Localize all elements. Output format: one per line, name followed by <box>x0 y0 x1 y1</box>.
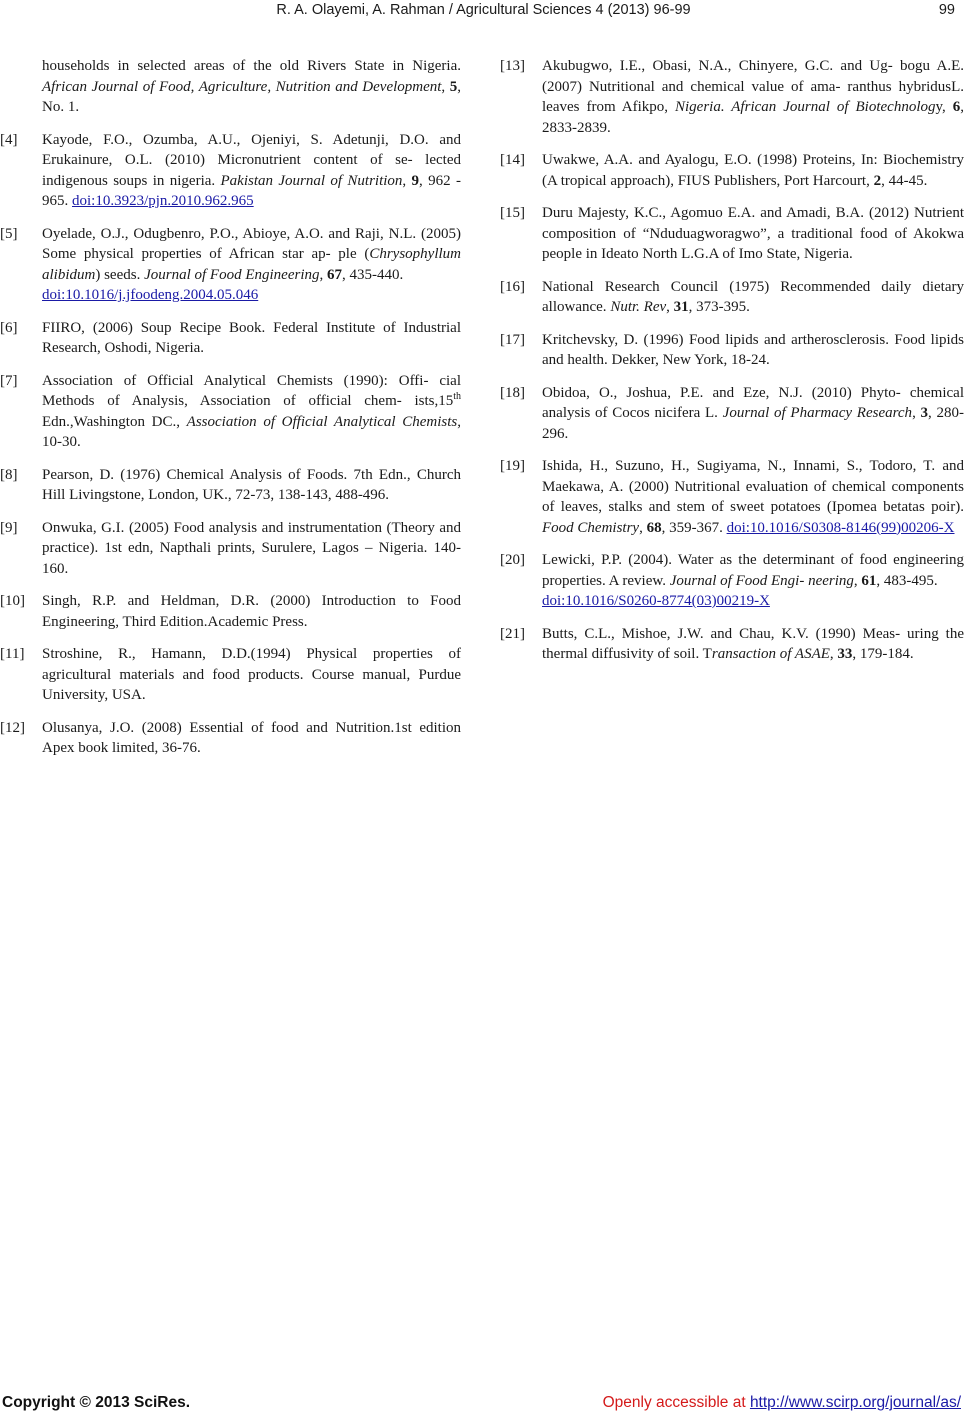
reference-number: [8] <box>0 466 18 483</box>
reference-number: [10] <box>0 593 25 609</box>
reference-11 <box>0 644 461 706</box>
reference-text: Akubugwo, I.E., Obasi, N.A., Chinyere, G.C. and Ug- bogu A.E. (2007) Nutritional and chemical value of ama- ranthus hybridusL. leaves from Afikpo, Nigeria. African Journal of Biotechnology, 6, 2833-2839. <box>542 58 964 136</box>
right-column <box>500 56 964 677</box>
reference-number: [9] <box>0 519 18 536</box>
reference-number: [6] <box>0 319 18 336</box>
doi-link[interactable]: doi:10.3923/pjn.2010.962.965 <box>72 193 254 209</box>
open-access-notice <box>603 1394 961 1412</box>
journal-url-link[interactable]: http://www.scirp.org/journal/as/ <box>749 1394 961 1411</box>
running-header <box>0 2 967 22</box>
doi-link[interactable]: doi:10.1016/j.jfoodeng.2004.05.046 <box>42 287 259 303</box>
reference-text: Ishida, H., Suzuno, H., Sugiyama, N., Innami, S., Todoro, T. and Maekawa, A. (2000) Nutritional evaluation of chemical components of leaves, stalks and stem of sweet potatoes (Ipomea betatas poir). Food Chemistry, 68, 359-367. doi:10.1016/S0308-8146(99)00206-X <box>542 458 964 536</box>
reference-text: Singh, R.P. and Heldman, D.R. (2000) Introduction to Food Engineering, Third Edition.Academic Press. <box>42 593 461 630</box>
reference-7 <box>0 371 461 453</box>
reference-text: Butts, C.L., Mishoe, J.W. and Chau, K.V. (1990) Meas- uring the thermal diffusivity of soil. Transaction of ASAE, 33, 179-184. <box>542 625 964 662</box>
reference-text: Kayode, F.O., Ozumba, A.U., Ojeniyi, S. Adetunji, D.O. and Erukainure, O.L. (2010) Micronutrient content of se- lected indigenous soups in nigeria. Pakistan Journal of Nutrition, 9, 962 - 965. doi:10.3923/pjn.2010.962.965 <box>42 132 461 210</box>
reference-text: Oyelade, O.J., Odugbenro, P.O., Abioye, A.O. and Raji, N.L. (2005) Some physical properties of African star ap- ple (Chrysophyllum alibidum) seeds. Journal of Food Engineering, 67, 435-440. <box>42 225 461 283</box>
reference-19 <box>500 456 964 538</box>
doi-link[interactable]: doi:10.1016/S0260-8774(03)00219-X <box>542 593 770 609</box>
reference-text: Association of Official Analytical Chemists (1990): Offi- cial Methods of Analysis, Association of official chem- ists,15th Edn.,Washington DC., Association of Official Analytical Chemists, 10-30. <box>42 372 461 450</box>
reference-20 <box>500 550 964 612</box>
left-column <box>0 56 461 771</box>
doi-link[interactable]: doi:10.1016/S0308-8146(99)00206-X <box>726 519 955 536</box>
reference-text: Stroshine, R., Hamann, D.D.(1994) Physical properties of agricultural materials and food products. Course manual, Purdue University, USA. <box>42 646 461 703</box>
reference-text: households in selected areas of the old Rivers State in Nigeria. African Journal of Food, Agriculture, Nutrition and Development, 5, No. 1. <box>42 58 461 115</box>
reference-5 <box>0 224 461 306</box>
reference-number: [13] <box>500 58 525 74</box>
reference-number: [7] <box>0 372 18 389</box>
reference-continuation <box>0 56 461 118</box>
open-access-label: Openly accessible at <box>602 1394 750 1411</box>
reference-number: [19] <box>500 458 525 474</box>
reference-9 <box>0 518 461 580</box>
reference-number: [20] <box>500 552 525 568</box>
reference-text: Onwuka, G.I. (2005) Food analysis and instrumentation (Theory and practice). 1st edn, Napthali prints, Surulere, Lagos – Nigeria. 140-160. <box>42 519 461 577</box>
reference-number: [21] <box>500 625 525 642</box>
reference-14 <box>500 150 964 191</box>
page-footer <box>0 1394 967 1416</box>
reference-8 <box>0 465 461 506</box>
reference-text: FIIRO, (2006) Soup Recipe Book. Federal Institute of Industrial Research, Oshodi, Nigeria. <box>42 319 461 356</box>
reference-text: National Research Council (1975) Recommended daily dietary allowance. Nutr. Rev, 31, 373-395. <box>542 278 964 315</box>
reference-4 <box>0 130 461 212</box>
copyright-notice: Copyright © 2013 SciRes. <box>2 1394 191 1411</box>
reference-21 <box>500 624 964 665</box>
reference-number: [4] <box>0 131 18 148</box>
reference-number: [11] <box>0 646 25 662</box>
running-title: R. A. Olayemi, A. Rahman / Agricultural Sciences 4 (2013) 96-99 <box>276 2 691 18</box>
reference-text: Pearson, D. (1976) Chemical Analysis of Foods. 7th Edn., Church Hill Livingstone, London, UK., 72-73, 138-143, 488-496. <box>42 466 461 503</box>
reference-text: Lewicki, P.P. (2004). Water as the determinant of food engineering properties. A review. Journal of Food Engi- neering, 61, 483-495. <box>542 552 964 589</box>
reference-17 <box>500 330 964 371</box>
reference-12 <box>0 718 461 759</box>
page-number: 99 <box>938 2 955 18</box>
reference-number: [17] <box>500 331 525 348</box>
reference-18 <box>500 383 964 445</box>
reference-16 <box>500 277 964 318</box>
reference-10 <box>0 591 461 632</box>
reference-text: Kritchevsky, D. (1996) Food lipids and artherosclerosis. Food lipids and health. Dekker, New York, 18-24. <box>542 331 964 368</box>
reference-number: [12] <box>0 719 25 736</box>
reference-number: [18] <box>500 384 525 401</box>
reference-15 <box>500 203 964 265</box>
reference-text: Uwakwe, A.A. and Ayalogu, E.O. (1998) Proteins, In: Biochemistry (A tropical approach), FIUS Publishers, Port Harcourt, 2, 44-45. <box>542 152 964 189</box>
reference-text: Obidoa, O., Joshua, P.E. and Eze, N.J. (2010) Phyto- chemical analysis of Cocos nicifera L. Journal of Pharmacy Research, 3, 280-296. <box>542 384 965 442</box>
reference-number: [14] <box>500 152 525 168</box>
reference-13 <box>500 56 964 138</box>
reference-text: Duru Majesty, K.C., Agomuo E.A. and Amadi, B.A. (2012) Nutrient composition of “Nduduagworagwo”, a traditional food of Akokwa people in Ideato North L.G.A of Imo State, Nigeria. <box>542 205 964 262</box>
reference-number: [15] <box>500 205 525 221</box>
reference-number: [5] <box>0 225 18 242</box>
reference-text: Olusanya, J.O. (2008) Essential of food and Nutrition.1st edition Apex book limited, 36-76. <box>42 719 461 756</box>
reference-number: [16] <box>500 278 525 295</box>
reference-6 <box>0 318 461 359</box>
